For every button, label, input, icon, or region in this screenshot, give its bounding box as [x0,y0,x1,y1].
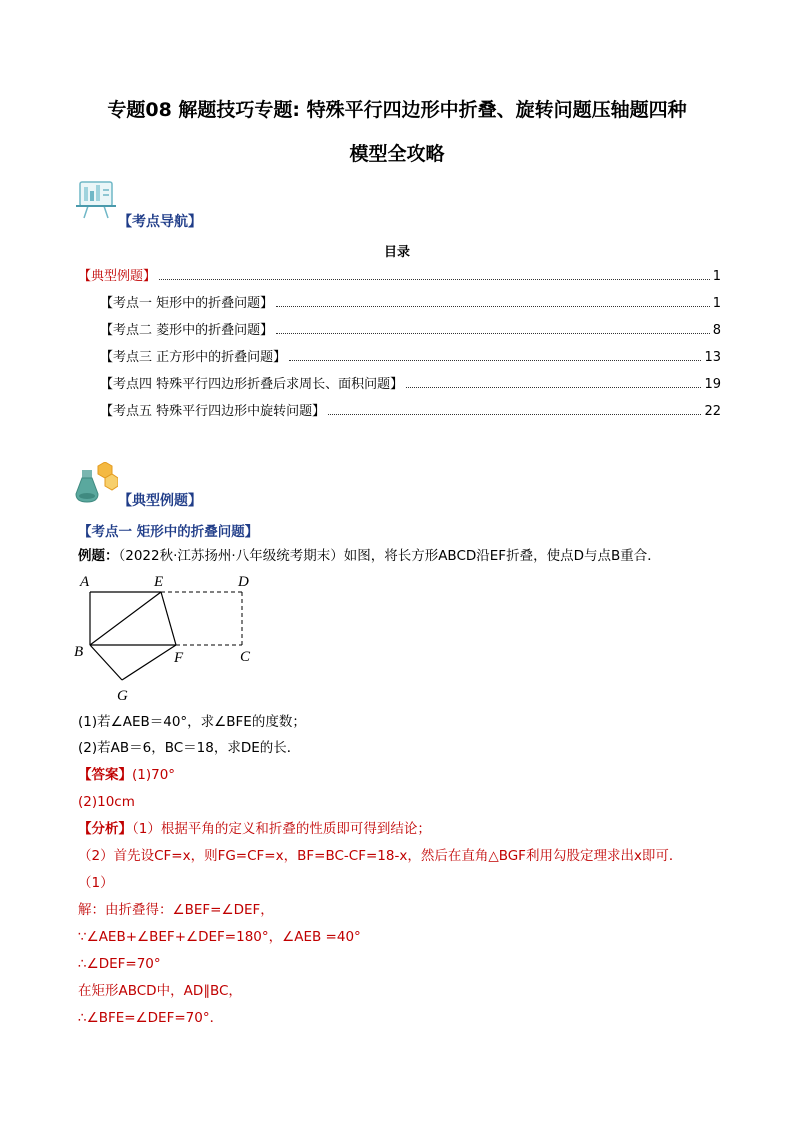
answer-tag: 【答案】 [78,767,132,783]
analysis-line1 [78,819,431,839]
solution-line-5: ∴∠BFE=∠DEF=70°． [78,1010,224,1026]
toc-page: 22 [704,404,721,419]
label-C: C [240,649,251,665]
toc-page: 1 [712,269,721,284]
label-D: D [238,574,249,590]
edge-BG [90,645,122,680]
answer-line [78,765,175,785]
example-body: （2022秋·江苏扬州·八年级统考期末）如图，将长方形ABCD沿EF折叠，使点D与点B重合． [118,548,661,564]
doc-title-line1: 专题08 解题技巧专题: 特殊平行四边形中折叠、旋转问题压轴题四种 [107,99,687,121]
solution-line-1: 解：由折叠得：∠BEF=∠DEF， [78,902,274,918]
toc-row-kp4[interactable] [100,374,721,392]
toc-row-typical[interactable] [78,266,721,284]
toc-label: 【考点四 特殊平行四边形折叠后求周长、面积问题】 [100,377,404,392]
toc-label: 【考点五 特殊平行四边形中旋转问题】 [100,404,326,419]
question-1: (1)若∠AEB＝40°，求∠BFE的度数； [78,714,306,730]
solution-line-4: 在矩形ABCD中，AD∥BC， [78,983,242,999]
edge-EF [161,592,176,645]
analysis-tag: 【分析】 [78,821,132,837]
solution-number: （1） [78,875,114,891]
example-text [78,546,738,566]
toc-page: 13 [704,350,721,365]
toc-heading: 目录 [383,245,410,260]
solution-line-2: ∵∠AEB+∠BEF+∠DEF=180°，∠AEB =40° [78,929,361,945]
toc-label: 【典型例题】 [78,269,157,284]
label-F: F [174,650,184,666]
toc-label: 【考点二 菱形中的折叠问题】 [100,323,274,338]
solution-line-3: ∴∠DEF=70° [78,956,161,972]
section-label: 【典型例题】 [118,493,202,509]
toc-row-kp3[interactable] [100,347,721,365]
toc-leader [276,306,710,307]
toc-leader [328,414,701,415]
kp1-heading: 【考点一 矩形中的折叠问题】 [78,524,259,540]
label-A: A [80,574,90,590]
nav-label: 【考点导航】 [118,214,202,230]
toc-row-kp1[interactable] [100,293,721,311]
toc-leader [289,360,701,361]
edge-GF [122,645,176,680]
analysis-2: （2）首先设CF=x，则FG=CF=x，BF=BC-CF=18-x，然后在直角△BGF利用勾股定理求出x即可． [78,848,683,864]
label-E: E [154,574,164,590]
toc-row-kp5[interactable] [100,401,721,419]
toc-leader [159,279,710,280]
label-G: G [117,688,128,704]
example-prefix: 例题： [78,548,119,564]
label-B: B [74,644,84,660]
answer-2: (2)10cm [78,794,135,810]
fold-figure [72,568,272,708]
analysis-1: （1）根据平角的定义和折叠的性质即可得到结论； [132,821,431,837]
answer-1: (1)70° [132,767,176,783]
question-2: (2)若AB＝6，BC＝18，求DE的长． [78,740,301,756]
flask-icon [72,462,118,504]
toc-leader [276,333,710,334]
toc-page: 1 [712,296,721,311]
toc-page: 8 [712,323,721,338]
toc-label: 【考点三 正方形中的折叠问题】 [100,350,287,365]
toc-leader [406,387,701,388]
toc-page: 19 [704,377,721,392]
toc-row-kp2[interactable] [100,320,721,338]
toc-label: 【考点一 矩形中的折叠问题】 [100,296,274,311]
whiteboard-icon [74,180,118,220]
edge-BE [90,592,161,645]
doc-title-line2: 模型全攻略 [349,143,445,165]
